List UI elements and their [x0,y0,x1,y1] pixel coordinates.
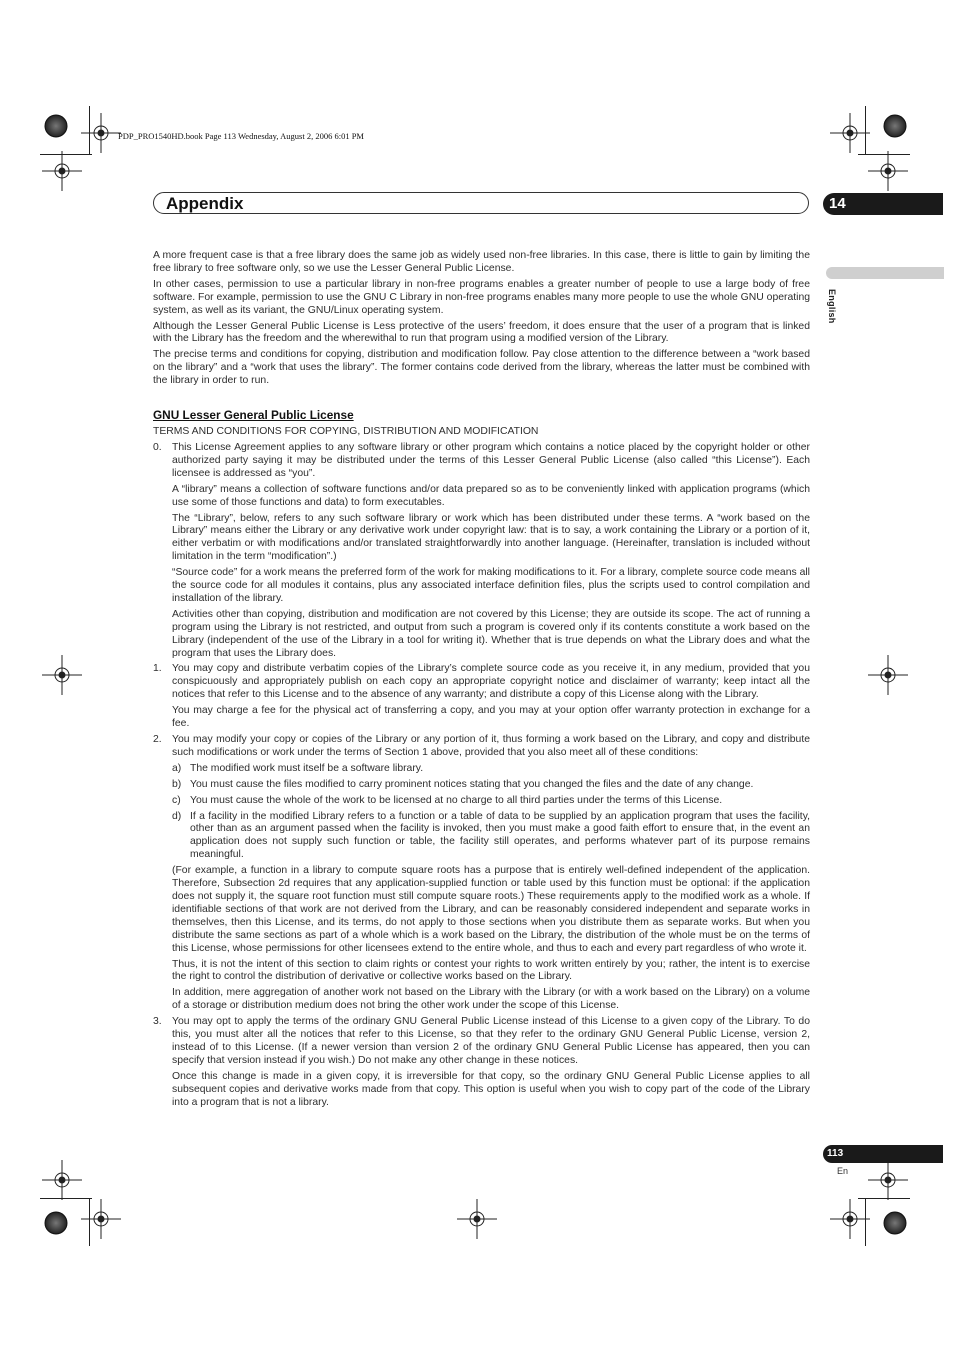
condition-text: If a facility in the modified Library refers to a function or a table of data to be supplied by an application program that uses the facility, other than as an argument passed when the facility is invoked, then you must make a good faith effort to ensure that, in the event an application does not supply such function or table, the facility still operates, and performs whatever part of its purpose remains meaningful. [190,810,810,861]
header-bar [153,192,809,214]
condition-text: The modified work must itself be a software library. [190,762,424,774]
condition-letter: b) [172,778,182,790]
registration-target-icon [868,655,908,695]
side-language-bar [826,267,944,279]
item-number: 0. [153,441,162,453]
color-bar-dot-icon [884,115,906,137]
registration-target-icon [868,151,908,191]
item-paragraph: This License Agreement applies to any software library or other program which contains a notice placed by the copyright holder or other authorized party saying it may be distributed under the terms of this Lesser General Public License (also called “this License”). Each licensee is addressed as “you”. [172,441,810,479]
color-bar-dot-icon [45,1212,67,1234]
intro-paragraph: A more frequent case is that a free library does the same job as widely used non-free libraries. In this case, there is little to gain by limiting the free library to free software only, so we use the Lesser General Public License. [153,250,810,274]
item-paragraph: The “Library”, below, refers to any such software library or work which has been distributed under these terms. A “work based on the Library” means either the Library or any derivative work under copyright law: that is to say, a work containing the Library or a portion of it, either verbatim or with modifications and/or translated straightforwardly into another language. (Hereinafter, translation is included without limitation in the term “modification”.) [172,512,810,563]
condition-text: You must cause the files modified to carry prominent notices stating that you changed the files and the date of any change. [190,778,754,790]
registration-target-icon [42,655,82,695]
item-number: 3. [153,1016,162,1028]
item-paragraph: A “library” means a collection of software functions and/or data prepared so as to be conveniently linked with application programs (which use some of those functions and data) to form executables. [172,483,810,508]
license-item-1 [153,663,810,731]
registration-target-icon [830,113,870,153]
condition-item [172,763,810,776]
license-item-2 [153,734,810,1013]
license-item-0 [153,442,810,661]
page-title: Appendix [166,194,244,213]
registration-target-icon [42,1160,82,1200]
item-paragraph: Once this change is made in a given copy, it is irreversible for that copy, so the ordinary GNU General Public License applies to all subsequent copies and derivative works made from that copy. This option is useful when you wish to copy part of the code of the Library into a program that is not a library. [172,1070,810,1108]
item-paragraph: (For example, a function in a library to compute square roots has a purpose that is entirely well-defined independent of the application. Therefore, Subsection 2d requires that any application-supplied function or table used by this function must be optional: if the application does not supply it, the square root function must still compute square roots.) These requirements apply to the modified work as a whole. If identifiable sections of that work are not derived from the Library, and can be reasonably considered independent and separate works in themselves, then this License, and its terms, do not apply to those sections when you distribute them as separate works. But when you distribute the same sections as part of a whole which is a work based on the Library, the distribution of the whole must be on the terms of this License, whose permissions for other licensees extend to the entire whole, and thus to each and every part regardless of who wrote it. [172,865,810,954]
registration-target-icon [830,1199,870,1239]
page-number: 113 [823,1145,943,1163]
registration-target-icon [42,151,82,191]
license-item-3 [153,1016,810,1109]
registration-target-icon [81,113,121,153]
item-paragraph: You may charge a fee for the physical act of transferring a copy, and you may at your option offer warranty protection in exchange for a fee. [172,705,810,730]
item-paragraph: You may copy and distribute verbatim copies of the Library’s complete source code as you receive it, in any medium, provided that you conspicuously and appropriately publish on each copy an appropriate copyright notice and disclaimer of warranty; keep intact all the notices that refer to this License and to the absence of any warranty; and distribute a copy of this License along with the Library. [172,663,810,701]
condition-letter: c) [172,794,181,806]
item-paragraph: “Source code” for a work means the preferred form of the work for making modifications to it. For a library, complete source code means all the source code for all modules it contains, plus any associated interface definition files, plus the scripts used to control compilation and installation of the library. [172,567,810,604]
color-bar-dot-icon [45,115,67,137]
item-number: 1. [153,663,162,675]
item-paragraph: You may opt to apply the terms of the ordinary GNU General Public License instead of this License to a given copy of the Library. To do this, you must alter all the notices that refer to this License, so that they refer to the ordinary GNU General Public License, version 2, instead of to this License. (If a newer version than version 2 of the ordinary GNU General Public License has appeared, then you can specify that version instead if you wish.) Do not make any other change in these notices. [172,1016,810,1066]
condition-item [172,811,810,863]
side-language-label: English [827,289,837,324]
item-paragraph: Activities other than copying, distribution and modification are not covered by this License; they are outside its scope. The act of running a program using the Library is not restricted, and output from such a program is covered only if its contents constitute a work based on the Library (independent of the use of the Library in a tool for writing it). Whether that is true depends on what the Library does and what the program that uses the Library does. [172,608,810,659]
condition-letter: d) [172,810,182,822]
registration-target-icon [81,1199,121,1239]
item-paragraph: You may modify your copy or copies of the Library or any portion of it, thus forming a work based on the Library, and copy and distribute such modifications or work under the terms of Section 1 above, provided that you also meet all of these conditions: [172,734,810,758]
registration-target-icon [868,1160,908,1200]
section-subtitle: TERMS AND CONDITIONS FOR COPYING, DISTRIBUTION AND MODIFICATION [153,426,539,438]
item-number: 2. [153,734,162,745]
condition-item [172,779,810,792]
color-bar-dot-icon [884,1212,906,1234]
intro-paragraph: Although the Lesser General Public License is Less protective of the users’ freedom, it does ensure that the user of a program that is linked with the Library has the freedom and the wherewithal to run that program using a modified version of the Library. [153,320,810,345]
intro-paragraph: In other cases, permission to use a particular library in non-free programs enables a greater number of people to use a large body of free software. For example, permission to use the GNU C Library in non-free programs enables many more people to use the whole GNU operating system, as well as its variant, the GNU/Linux operating system. [153,278,810,316]
print-info: PDP_PRO1540HD.book Page 113 Wednesday, August 2, 2006 6:01 PM [118,131,364,141]
item-paragraph: Thus, it is not the intent of this section to claim rights or contest your rights to work written entirely by you; rather, the intent is to exercise the right to control the distribution of derivative or collective works based on the Library. [172,958,810,983]
page-content [153,250,810,1112]
condition-text: You must cause the whole of the work to be licensed at no charge to all third parties under the terms of this License. [190,794,723,806]
condition-letter: a) [172,762,182,774]
section-title: GNU Lesser General Public License [153,408,354,423]
chapter-number: 14 [823,193,943,215]
page-language: En [837,1166,849,1176]
registration-target-icon [457,1199,497,1239]
intro-paragraph: The precise terms and conditions for copying, distribution and modification follow. Pay close attention to the difference between a “work based on the library” and a “work that uses the library”. The former contains code derived from the library, whereas the latter must be combined with the library in order to run. [153,349,810,387]
condition-item [172,795,810,808]
item-paragraph: In addition, mere aggregation of another work not based on the Library with the Library (or with a work based on the Library) on a volume of a storage or distribution medium does not bring the other work under the scope of this License. [172,987,810,1012]
